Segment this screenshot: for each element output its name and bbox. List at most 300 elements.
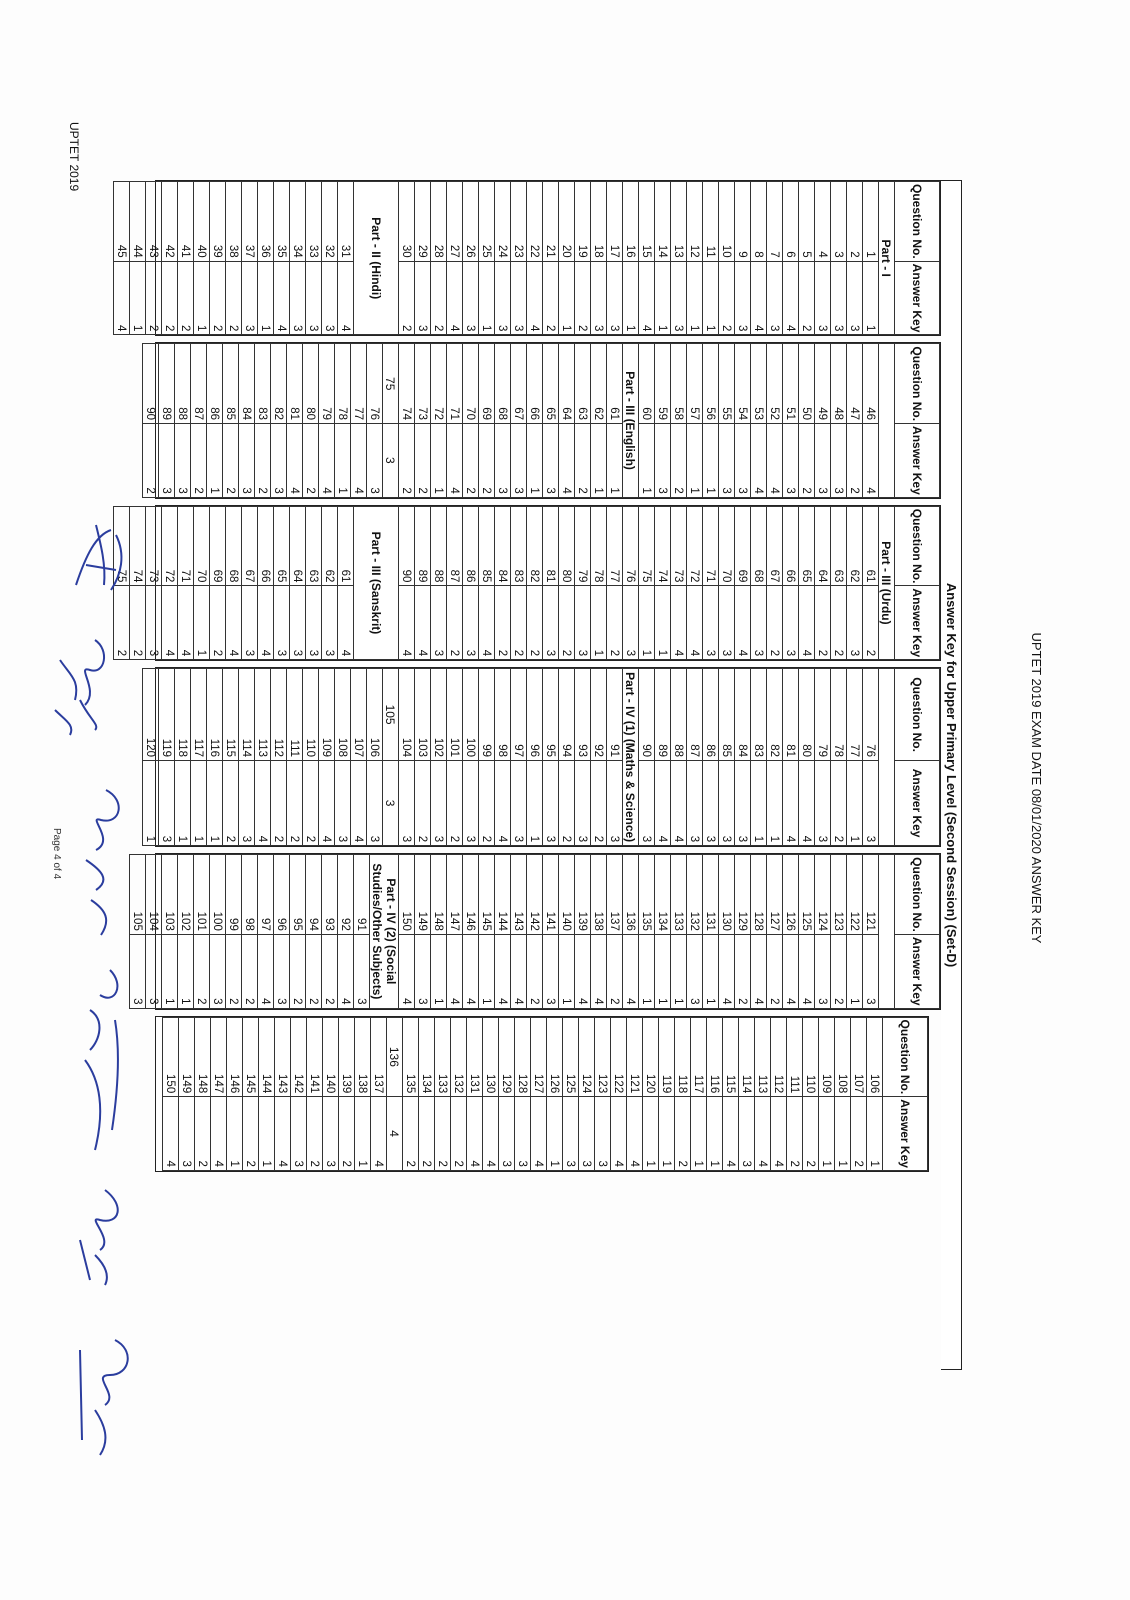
answer-key: 2 [419,1097,435,1171]
question-no: 116 [707,1017,723,1097]
answer-key: 4 [531,1097,547,1171]
table-row [415,344,431,497]
answer-key: 3 [146,586,162,660]
answer-key: 4 [399,934,415,1008]
section-label-line: Part - IV (2) (Social [384,878,398,985]
question-no: 17 [607,182,623,262]
answer-key: 2 [210,586,226,660]
answer-key: 1 [703,424,719,498]
question-no: 80 [559,506,575,586]
table-row [399,855,415,1008]
table-row [847,344,863,497]
table-row [671,182,687,335]
answer-key: 1 [207,761,223,846]
answer-key: 2 [178,261,194,335]
answer-key: 3 [751,586,767,660]
side-label: UPTET 2019 [67,122,81,192]
table-row [831,506,847,659]
answer-key: 3 [767,261,783,335]
question-no: 67 [511,344,527,424]
question-no: 74 [130,506,146,586]
table-row [399,344,415,497]
table-row [831,855,847,1008]
answer-key: 2 [799,261,815,335]
question-no: 21 [543,182,559,262]
question-no: 127 [531,1017,547,1097]
table-row [543,855,559,1008]
table-row [306,855,322,1008]
table-row [210,506,226,659]
answer-key: 3 [159,424,175,498]
answer-key: 2 [415,424,431,498]
question-no: 108 [335,669,351,761]
answer-block [115,505,941,661]
answer-key: 4 [755,1097,771,1171]
answer-key: 1 [527,424,543,498]
question-no: 121 [627,1017,643,1097]
answer-key: 3 [847,261,863,335]
table-row [815,182,831,335]
question-no: 148 [431,855,447,935]
question-no: 81 [287,344,303,424]
answer-key: 3 [463,261,479,335]
table-row [243,1017,259,1170]
table-row [639,344,655,497]
answer-key-header: Answer Key [895,934,940,1008]
question-no: 31 [338,182,354,262]
answer-key: 4 [371,1097,387,1171]
answer-key: 3 [367,424,383,498]
answer-key: 1 [707,1097,723,1171]
question-no: 104 [399,669,415,761]
answer-key: 3 [239,424,255,498]
question-no: 79 [319,344,335,424]
question-no: 133 [671,855,687,935]
question-no: 117 [191,669,207,761]
answer-key: 2 [143,424,159,498]
table-row [511,669,527,846]
table-row [815,855,831,1008]
answer-key: 2 [287,761,303,846]
question-no: 5 [799,182,815,262]
question-no: 107 [351,669,367,761]
question-no: 138 [355,1017,371,1097]
question-no: 106 [367,669,383,761]
table-row [767,855,783,1008]
table-row [210,182,226,335]
answer-key: 2 [415,761,431,846]
table-row [591,855,607,1008]
answer-key: 2 [223,761,239,846]
answer-key: 4 [511,934,527,1008]
question-no: 14 [655,182,671,262]
table-row [815,344,831,497]
answer-key: 3 [383,424,399,498]
question-no: 149 [179,1017,195,1097]
question-no-header: Question No. [895,855,940,935]
question-no: 130 [483,1017,499,1097]
answer-key: 4 [719,934,735,1008]
table-row [607,182,623,335]
table-row [495,506,511,659]
document-title: Answer Key for Upper Primary Level (Second Session) (Set-D) [941,180,962,1370]
table-row [178,506,194,659]
question-no: 65 [274,506,290,586]
table-row [323,1017,339,1170]
table-row [707,1017,723,1170]
answer-key: 4 [351,761,367,846]
table-row [751,669,767,846]
question-no: 68 [226,506,242,586]
table-row [274,855,290,1008]
table-row [527,344,543,497]
table-row [479,344,495,497]
table-row [479,669,495,846]
signature-1 [66,515,136,600]
answer-key: 2 [559,761,575,846]
answer-key: 3 [623,586,639,660]
question-no: 103 [162,855,178,935]
answer-key: 4 [447,424,463,498]
table-row [543,506,559,659]
question-no: 102 [178,855,194,935]
table-row [543,669,559,846]
blank-row [879,669,895,846]
question-no: 12 [687,182,703,262]
answer-key: 2 [194,934,210,1008]
question-no: 15 [639,182,655,262]
question-no: 83 [751,669,767,761]
answer-key: 4 [771,1097,787,1171]
table-row [143,669,159,846]
answer-key: 2 [210,261,226,335]
table-row [483,1017,499,1170]
answer-key: 3 [543,424,559,498]
table-row [735,182,751,335]
table-row [831,182,847,335]
answer-key: 4 [387,1097,403,1171]
answer-key: 1 [835,1097,851,1171]
question-no: 69 [210,506,226,586]
table-row [159,669,175,846]
table-row [447,506,463,659]
answer-key: 4 [495,761,511,846]
answer-key: 2 [543,261,559,335]
answer-key: 3 [543,761,559,846]
table-row [591,506,607,659]
question-no: 123 [595,1017,611,1097]
table-row [178,855,194,1008]
table-row [847,855,863,1008]
question-no: 88 [175,344,191,424]
table-row [579,1017,595,1170]
table-row [735,506,751,659]
table-row [575,669,591,846]
question-no: 119 [159,669,175,761]
answer-key: 2 [162,261,178,335]
answer-key: 3 [511,261,527,335]
question-no: 75 [114,506,130,586]
answer-key: 4 [211,1097,227,1171]
answer-key: 2 [226,261,242,335]
question-no: 94 [306,855,322,935]
answer-key: 3 [815,934,831,1008]
question-no: 71 [178,506,194,586]
question-no: 125 [563,1017,579,1097]
answer-key: 4 [671,761,687,846]
table-row [755,1017,771,1170]
table-row [463,182,479,335]
table-row [863,669,879,846]
question-no: 11 [703,182,719,262]
question-no: 96 [274,855,290,935]
table-row [643,1017,659,1170]
answer-key: 3 [511,424,527,498]
question-no: 122 [847,855,863,935]
answer-key: 3 [703,761,719,846]
answer-key: 3 [322,261,338,335]
question-no: 140 [559,855,575,935]
table-row [735,669,751,846]
table-row [431,506,447,659]
answer-key: 1 [259,1097,275,1171]
answer-key: 3 [415,934,431,1008]
answer-key: 2 [815,586,831,660]
question-no: 150 [163,1017,179,1097]
table-row [563,1017,579,1170]
question-no: 107 [851,1017,867,1097]
question-no: 72 [687,506,703,586]
table-row [239,344,255,497]
answer-key: 3 [639,761,655,846]
answer-key: 1 [639,586,655,660]
table-row [447,669,463,846]
question-no: 29 [415,182,431,262]
answer-key: 1 [355,1097,371,1171]
question-no: 125 [799,855,815,935]
answer-key: 1 [130,261,146,335]
question-no: 74 [655,506,671,586]
table-row [191,669,207,846]
table-row [274,182,290,335]
question-no: 74 [399,344,415,424]
question-no: 65 [799,506,815,586]
section-label: Part - III (Sanskrit) [354,506,399,659]
table-row [239,669,255,846]
question-no: 135 [639,855,655,935]
table-row [306,506,322,659]
answer-key: 3 [815,424,831,498]
question-no: 124 [815,855,831,935]
answer-table [113,506,940,660]
question-no: 76 [367,344,383,424]
table-row [383,344,399,497]
table-row [431,669,447,846]
answer-key: 3 [543,934,559,1008]
section-label: Part - IV (1) (Maths & Science) [623,669,639,846]
table-row [226,182,242,335]
question-no: 63 [575,344,591,424]
answer-key: 2 [399,424,415,498]
question-no: 43 [146,182,162,262]
question-no: 22 [527,182,543,262]
answer-key: 3 [291,1097,307,1171]
table-row [527,855,543,1008]
question-no: 77 [847,669,863,761]
answer-table [113,181,940,335]
question-no: 141 [307,1017,323,1097]
answer-key: 3 [735,424,751,498]
answer-key: 2 [146,261,162,335]
question-no-header: Question No. [895,506,940,586]
table-row [387,1017,403,1170]
table-row [767,182,783,335]
question-no: 58 [671,344,687,424]
table-row [275,1017,291,1170]
question-no: 98 [242,855,258,935]
question-no: 23 [511,182,527,262]
section-label: Part - III (Urdu) [879,506,895,659]
table-row [575,855,591,1008]
table-row [623,182,639,335]
table-row [479,506,495,659]
answer-key: 4 [255,761,271,846]
answer-key: 1 [867,1097,883,1171]
answer-key: 1 [194,586,210,660]
answer-key: 4 [751,424,767,498]
answer-key: 4 [178,586,194,660]
answer-key: 4 [338,586,354,660]
answer-key: 1 [607,424,623,498]
question-no: 79 [575,506,591,586]
table-row [447,855,463,1008]
question-no: 32 [322,182,338,262]
table-row [879,669,895,846]
answer-key: 4 [751,934,767,1008]
answer-key: 2 [479,424,495,498]
question-no: 117 [691,1017,707,1097]
question-no: 85 [719,669,735,761]
question-no: 131 [703,855,719,935]
answer-key: 4 [163,1097,179,1171]
table-row [559,182,575,335]
table-row [831,669,847,846]
answer-table [162,1017,928,1171]
table-row [703,669,719,846]
table-row [783,855,799,1008]
question-no: 9 [735,182,751,262]
page-header: UPTET 2019 EXAM DATE 08/01/2020 ANSWER KEY [1029,632,1044,944]
table-row [195,1017,211,1170]
answer-key: 2 [831,761,847,846]
answer-key: 2 [479,761,495,846]
answer-key: 1 [431,934,447,1008]
table-row [290,182,306,335]
section-label-line: Studies/Other Subjects) [370,863,384,1000]
question-no: 136 [623,855,639,935]
answer-key: 2 [671,424,687,498]
question-no: 34 [290,182,306,262]
answer-key: 2 [303,424,319,498]
table-row [227,1017,243,1170]
table-row [495,855,511,1008]
answer-key: 2 [435,1097,451,1171]
question-no: 109 [319,669,335,761]
table-row [447,344,463,497]
question-no: 124 [579,1017,595,1097]
table-row [591,344,607,497]
table-row [271,344,287,497]
question-no: 92 [591,669,607,761]
question-no: 36 [258,182,274,262]
table-row [194,855,210,1008]
question-no: 108 [835,1017,851,1097]
table-row [687,855,703,1008]
question-no: 49 [815,344,831,424]
answer-key: 4 [863,424,879,498]
question-no: 71 [447,344,463,424]
question-no: 93 [575,669,591,761]
answer-key: 1 [194,261,210,335]
answer-key: 4 [226,586,242,660]
question-no: 111 [287,669,303,761]
question-no: 106 [867,1017,883,1097]
answer-key: 4 [415,586,431,660]
table-row [575,182,591,335]
table-row [367,669,383,846]
question-no: 66 [527,344,543,424]
answer-key: 1 [655,934,671,1008]
table-row [191,344,207,497]
question-no: 101 [447,669,463,761]
answer-key: 3 [515,1097,531,1171]
question-no: 131 [467,1017,483,1097]
question-no: 62 [591,344,607,424]
answer-key-header: Answer Key [895,586,940,660]
question-no: 126 [547,1017,563,1097]
table-row [354,855,370,1008]
answer-key: 4 [447,934,463,1008]
answer-key: 4 [495,934,511,1008]
answer-key: 4 [114,261,130,335]
question-no: 123 [831,855,847,935]
answer-key: 3 [383,761,399,846]
table-row [495,669,511,846]
table-row [351,344,367,497]
table-row [447,182,463,335]
question-no: 62 [322,506,338,586]
answer-key: 2 [322,934,338,1008]
answer-key: 1 [643,1097,659,1171]
answer-key: 1 [659,1097,675,1171]
answer-key: 2 [735,934,751,1008]
answer-key: 4 [258,586,274,660]
answer-key: 3 [306,586,322,660]
answer-key: 2 [403,1097,419,1171]
question-no: 148 [195,1017,211,1097]
table-row [495,182,511,335]
table-row [575,506,591,659]
answer-key: 4 [447,261,463,335]
answer-block [131,853,941,1009]
question-no: 109 [819,1017,835,1097]
table-row [162,182,178,335]
table-row [703,855,719,1008]
question-no: 77 [351,344,367,424]
question-no: 112 [771,1017,787,1097]
answer-table [129,854,940,1008]
question-no: 89 [159,344,175,424]
